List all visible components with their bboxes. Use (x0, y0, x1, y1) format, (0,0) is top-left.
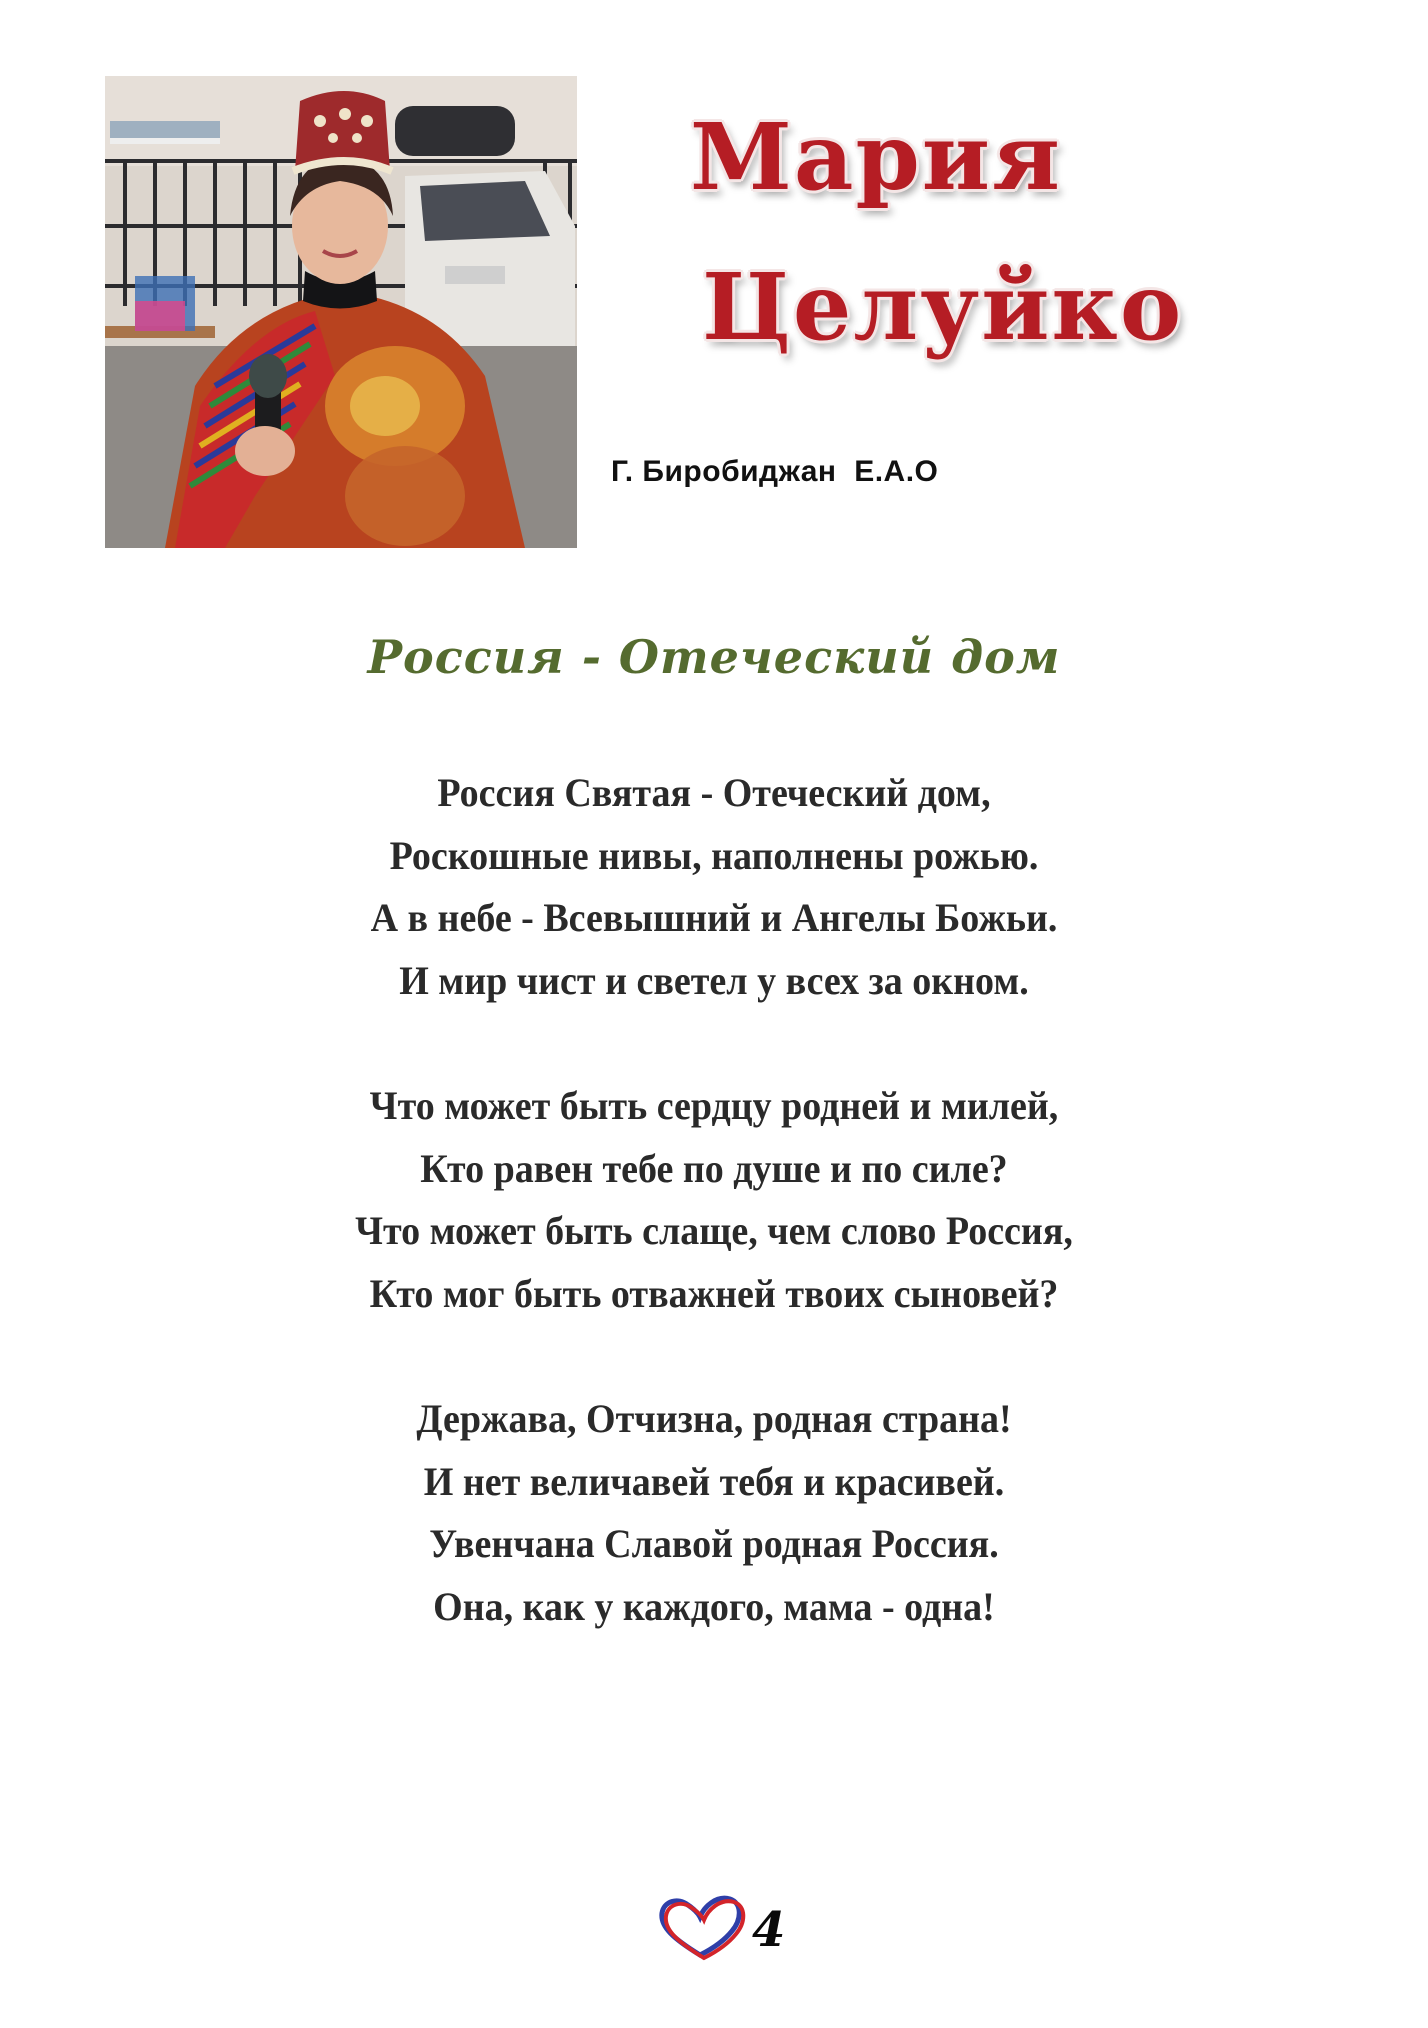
stanza-2 (36, 1075, 1393, 1325)
poem-line: Увенчана Славой родная Россия. (429, 1521, 999, 1566)
poem-line: И нет величавей тебя и красивей. (423, 1458, 1005, 1504)
page-number: 4 (752, 1902, 786, 1958)
poem-line: А в небе - Всевышний и Ангелы Божьи. (370, 895, 1058, 940)
author-photo (105, 76, 577, 548)
stanza-3 (36, 1388, 1393, 1638)
poem-line: Роскошные нивы, наполнены рожью. (389, 832, 1039, 878)
poem-line: Кто мог быть отважней твоих сыновей? (369, 1270, 1059, 1316)
poem-line: Что может быть сердцу родней и милей, (369, 1083, 1059, 1128)
poem-line: И мир чист и светел у всех за окном. (399, 957, 1029, 1003)
author-city: Г. Биробиджан Е.А.О (611, 455, 939, 488)
poem-title: Россия - Отеческий дом (367, 630, 1061, 684)
author-name-heading (690, 82, 1210, 382)
poem-line: Что может быть слаще, чем слово Россия, (355, 1208, 1073, 1253)
author-last-name: Целуйко (702, 253, 1184, 361)
tricolor-heart-icon (656, 1890, 748, 1962)
stanza-1 (36, 762, 1393, 1012)
poem-line: Кто равен тебе по душе и по силе? (420, 1145, 1008, 1191)
author-first-name: Мария (690, 103, 1062, 211)
poem-line: Она, как у каждого, мама - одна! (433, 1583, 995, 1629)
page-footer (650, 1888, 786, 1968)
author-photo-illustration (105, 76, 577, 548)
poem-line: Россия Святая - Отеческий дом, (437, 770, 991, 815)
poem-line: Держава, Отчизна, родная страна! (416, 1396, 1012, 1441)
poem-body (36, 762, 1393, 1701)
